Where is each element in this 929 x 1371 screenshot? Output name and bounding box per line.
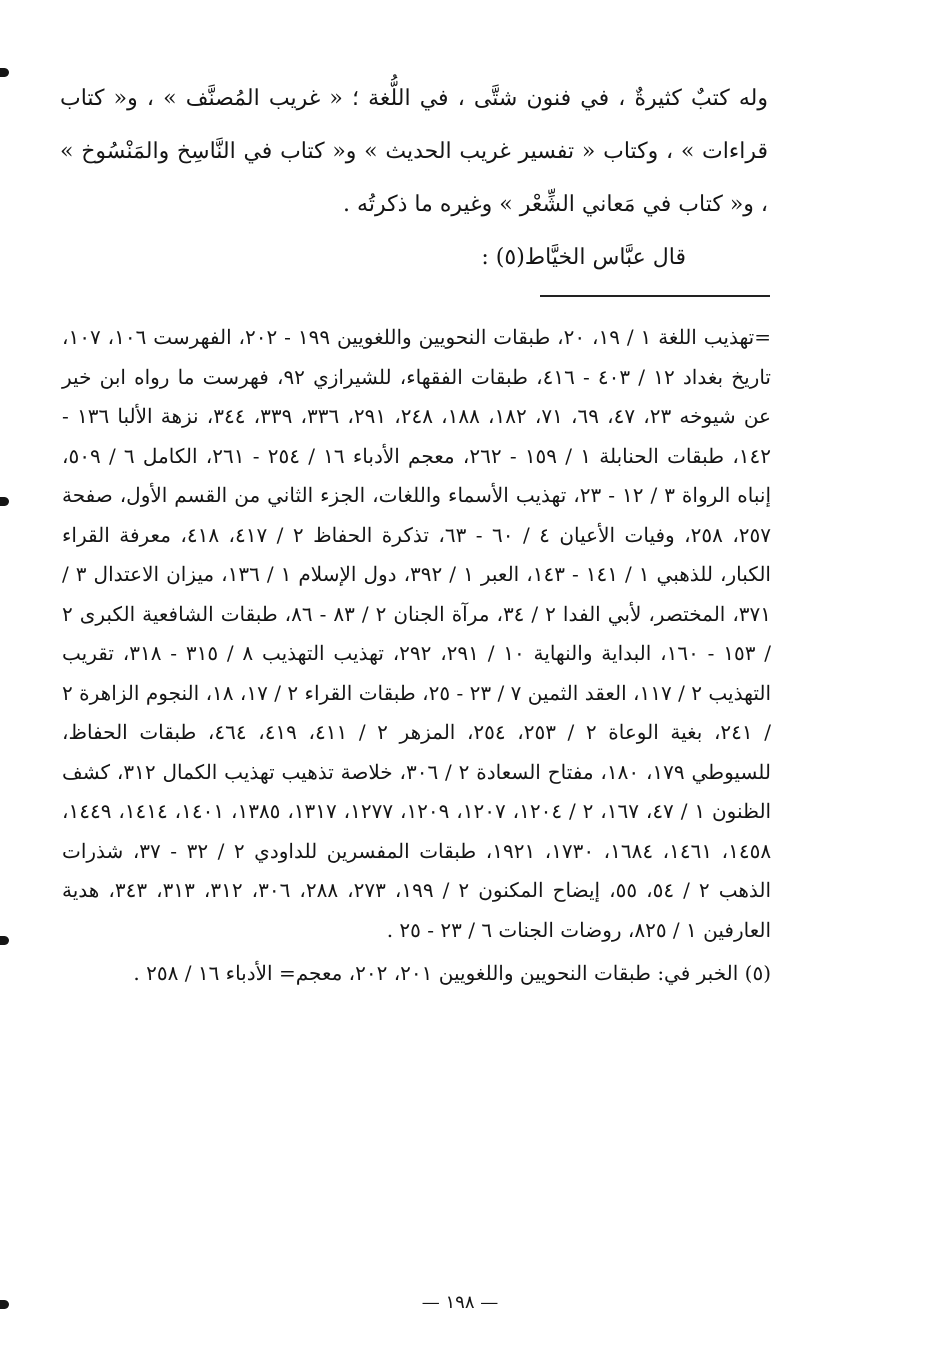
footnote-separator-rule — [540, 295, 770, 297]
scan-edge-mark — [0, 1300, 9, 1309]
scan-edge-mark — [0, 68, 9, 77]
footnote-continuation: =تهذيب اللغة ١ / ١٩، ٢٠، طبقات النحويين واللغويين ١٩٩ - ٢٠٢، الفهرست ١٠٦، ١٠٧، تاريخ بغداد ١٢ / ٤٠٣ - ٤١٦، طبقات الفقهاء، للشيرازي ٩٢، فهرست ما رواه ابن خير عن شيوخه ٢٣، ٤٧، ٦٩، ٧١، ١٨٢، ١٨٨، ٢٤٨، ٢٩١، ٣٣٦، ٣٣٩، ٣٤٤، نزهة الألبا ١٣٦ - ١٤٢، طبقات الحنابلة ١ / ١٥٩ - ٢٦٢، معجم الأدباء ١٦ / ٢٥٤ - ٢٦١، الكامل ٦ / ٥٠٩، إنباه الرواة ٣ / ١٢ - ٢٣، تهذيب الأسماء واللغات، الجزء الثاني من القسم الأول، صفحة ٢٥٧، ٢٥٨، وفيات الأعيان ٤ / ٦٠ - ٦٣، تذكرة الحفاظ ٢ / ٤١٧، ٤١٨، معرفة القراء الكبار، للذهبي ١ / ١٤١ - ١٤٣، العبر ١ / ٣٩٢، دول الإسلام ١ / ١٣٦، ميزان الاعتدال ٣ / ٣٧١، المختصر، لأبي الفدا ٢ / ٣٤، مرآة الجنان ٢ / ٨٣ - ٨٦، طبقات الشافعية الكبرى ٢ / ١٥٣ - ١٦٠، البداية والنهاية ١٠ / ٢٩١، ٢٩٢، تهذيب التهذيب ٨ / ٣١٥ - ٣١٨، تقريب التهذيب ٢ / ١١٧، العقد الثمين ٧ / ٢٣ - ٢٥، طبقات القراء ٢ / ١٧، ١٨، النجوم الزاهرة ٢ / ٢٤١، بغية الوعاة ٢ / ٢٥٣، ٢٥٤، المزهر ٢ / ٤١١، ٤١٩، ٤٦٤، طبقات الحفاظ، للسيوطي ١٧٩، ١٨٠، مفتاح السعادة ٢ / ٣٠٦، خلاصة تذهيب تهذيب الكمال ٣١٢، كشف الظنون ١ / ٤٧، ١٦٧، ٢ / ١٢٠٤، ١٢٠٧، ١٢٠٩، ١٢٧٧، ١٣١٧، ١٣٨٥، ١٤٠١، ١٤١٤، ١٤٤٩، ١٤٥٨، ١٤٦١، ١٦٨٤، ١٧٣٠، ١٩٢١، طبقات المفسرين للداودي ٢ / ٣٢ - ٣٧، شذرات الذهب ٢ / ٥٤، ٥٥، إيضاح المكنون ٢ / ١٩٩، ٢٧٣، ٢٨٨، ٣٠٦، ٣١٢، ٣١٣، ٣٤٣، هدية العارفين ١ / ٨٢٥، روضات الجنات ٦ / ٢٣ - ٢٥ . — [62, 325, 772, 942]
scan-edge-mark — [0, 936, 9, 945]
quote-attribution-line: قال عبَّاس الخيَّاط(٥) : — [481, 245, 686, 270]
footnote-5: (٥) الخبر في: طبقات النحويين واللغويين ٢٠١، ٢٠٢، معجم= الأدباء ١٦ / ٢٥٨ . — [133, 961, 771, 985]
main-paragraph: وله كتبٌ كثيرةٌ ، في فنون شتَّى ، في اللُّغة ؛ « غريب المُصنَّف » ، و« كتاب قراءات » ، وكتاب « تفسير غريب الحديث » و« كتاب في النَّاسِخ والمَنْسُوخ » ، و« كتاب في مَعاني الشِّعْر » وغيره ما ذكرتُه . — [60, 86, 768, 217]
page-number: — ١٩٨ — — [421, 1292, 499, 1313]
scan-edge-mark — [0, 497, 9, 506]
main-text-block — [60, 72, 768, 284]
footnotes-block — [62, 318, 771, 994]
